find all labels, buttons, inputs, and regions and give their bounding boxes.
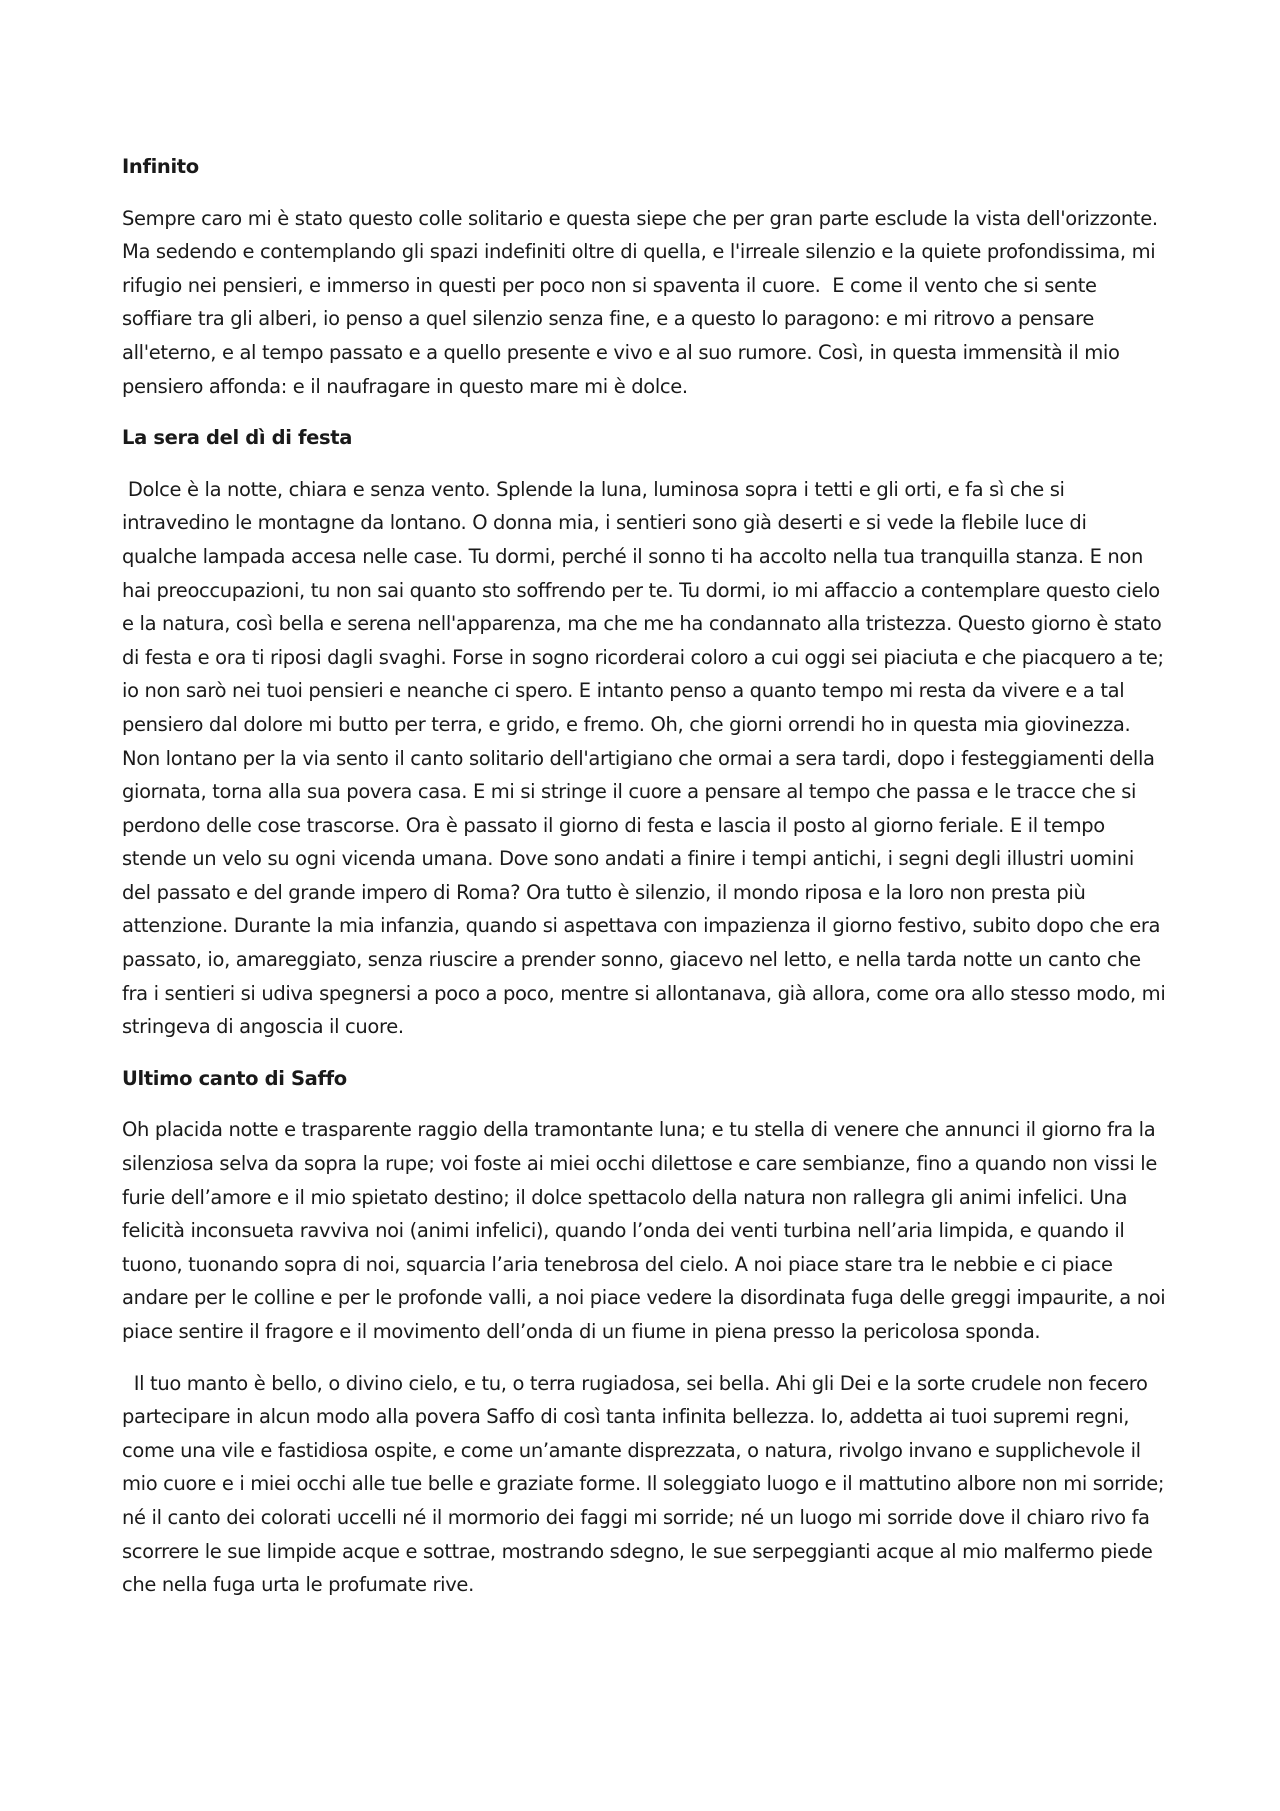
document-page <box>122 150 1172 1620</box>
section-title-sera-festa: La sera del dì di festa <box>122 426 353 450</box>
paragraph-infinito: Sempre caro mi è stato questo colle solitario e questa siepe che per gran parte esclude la vista dell'orizzonte. Ma sedendo e contemplando gli spazi indefiniti oltre di quella, e l'irreale silenzio e la quiete profondissima, mi rifugio nei pensieri, e immerso in questi per poco non si spaventa il cuore. E come il vento che si sente soffiare tra gli alberi, io penso a quel silenzio senza fine, e a questo lo paragono: e mi ritrovo a pensare all'eterno, e al tempo passato e a quello presente e vivo e al suo rumore. Così, in questa immensità il mio pensiero affonda: e il naufragare in questo mare mi è dolce. <box>122 206 1170 398</box>
section-title-saffo: Ultimo canto di Saffo <box>122 1066 347 1090</box>
paragraph-saffo-1: Oh placida notte e trasparente raggio della tramontante luna; e tu stella di venere che annunci il giorno fra la silenziosa selva da sopra la rupe; voi foste ai miei occhi dilettose e care sembianze, fino a quando non vissi le furie dell’amore e il mio spietato destino; il dolce spettacolo della natura non rallegra gli animi infelici. Una felicità inconsueta ravviva noi (animi infelici), quando l’onda dei venti turbina nell’aria limpida, e quando il tuono, tuonando sopra di noi, squarcia l’aria tenebrosa del cielo. A noi piace stare tra le nebbie e ci piace andare per le colline e per le profonde valli, a noi piace vedere la disordinata fuga delle greggi impaurite, a noi piace sentire il fragore e il movimento dell’onda di un fiume in piena presso la pericolosa sponda. <box>122 1118 1172 1343</box>
paragraph-sera-festa: Dolce è la notte, chiara e senza vento. Splende la luna, luminosa sopra i tetti e gli orti, e fa sì che si intravedino le montagne da lontano. O donna mia, i sentieri sono già deserti e si vede la flebile luce di qualche lampada accesa nelle case. Tu dormi, perché il sonno ti ha accolto nella tua tranquilla stanza. E non hai preoccupazioni, tu non sai quanto sto soffrendo per te. Tu dormi, io mi affaccio a contemplare questo cielo e la natura, così bella e serena nell'apparenza, ma che me ha condannato alla tristezza. Questo giorno è stato di festa e ora ti riposi dagli svaghi. Forse in sogno ricorderai coloro a cui oggi sei piaciuta e che piacquero a te; io non sarò nei tuoi pensieri e neanche ci spero. E intanto penso a quanto tempo mi resta da vivere e a tal pensiero dal dolore mi butto per terra, e grido, e fremo. Oh, che giorni orrendi ho in questa mia giovinezza. Non lontano per la via sento il canto solitario dell'artigiano che ormai a sera tardi, dopo i festeggiamenti della giornata, torna alla sua povera casa. E mi si stringe il cuore a pensare al tempo che passa e le tracce che si perdono delle cose trascorse. Ora è passato il giorno di festa e lascia il posto al giorno feriale. E il tempo stende un velo su ogni vicenda umana. Dove sono andati a finire i tempi antichi, i segni degli illustri uomini del passato e del grande impero di Roma? Ora tutto è silenzio, il mondo riposa e la loro non presta più attenzione. Durante la mia infanzia, quando si aspettava con impazienza il giorno festivo, subito dopo che era passato, io, amareggiato, senza riuscire a prender sonno, giacevo nel letto, e nella tarda notte un canto che fra i sentieri si udiva spegnersi a poco a poco, mentre si allontanava, già allora, come ora allo stesso modo, mi stringeva di angoscia il cuore. <box>122 477 1172 1039</box>
section-title-infinito: Infinito <box>122 155 199 178</box>
paragraph-saffo-2: Il tuo manto è bello, o divino cielo, e tu, o terra rugiadosa, sei bella. Ahi gli Dei e la sorte crudele non fecero partecipare in alcun modo alla povera Saffo di così tanta infinita bellezza. Io, addetta ai tuoi supremi regni, come una vile e fastidiosa ospite, e come un’amante disprezzata, o natura, rivolgo invano e supplichevole il mio cuore e i miei occhi alle tue belle e graziate forme. Il soleggiato luogo e il mattutino albore non mi sorride; né il canto dei colorati uccelli né il mormorio dei faggi mi sorride; né un luogo mi sorride dove il chiaro rivo fa scorrere le sue limpide acque e sottrae, mostrando sdegno, le sue serpeggianti acque al mio malfermo piede che nella fuga urta le profumate rive. <box>122 1371 1170 1597</box>
